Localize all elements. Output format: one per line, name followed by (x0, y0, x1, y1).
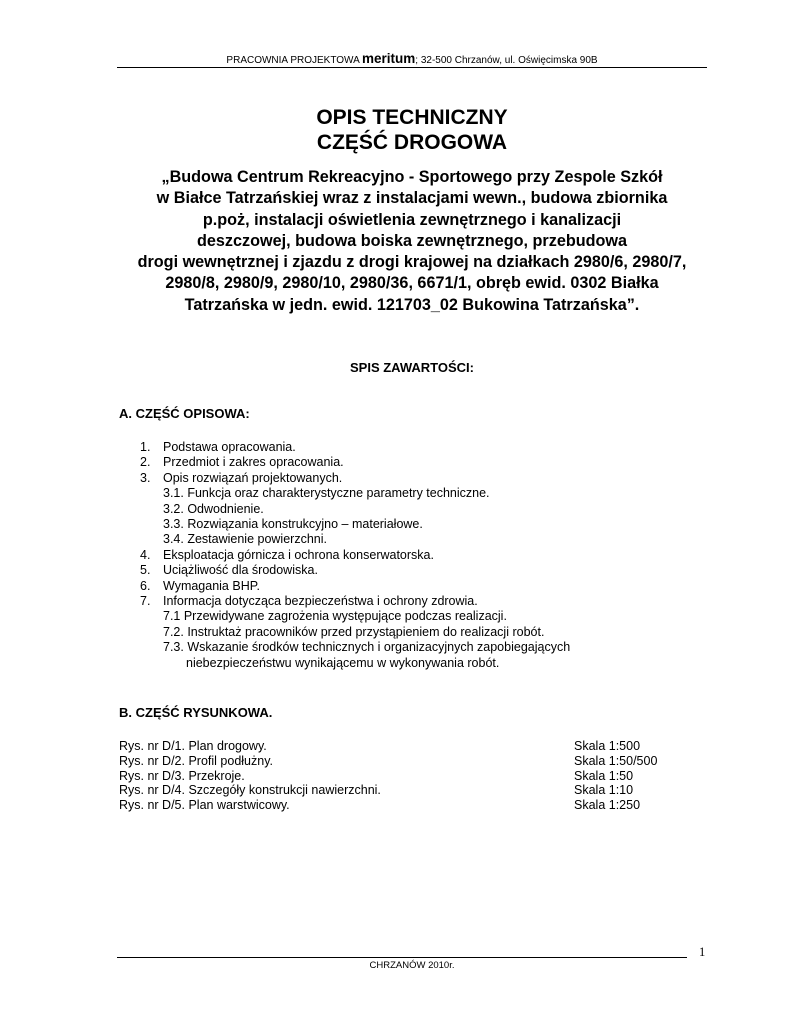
list-item (140, 440, 570, 455)
document-title (117, 105, 707, 155)
toc-title: SPIS ZAWARTOŚCI: (350, 360, 474, 375)
list-subitem: 7.2. Instruktaż pracowników przed przystąpieniem do realizacji robót. (163, 624, 545, 639)
drawings-list (119, 739, 658, 813)
list-item-text: Podstawa opracowania. (163, 440, 296, 454)
list-subitem: 7.1 Przewidywane zagrożenia występujące podczas realizacji. (163, 609, 507, 624)
list-item-text: Wymagania BHP. (163, 578, 260, 593)
list-item-number: 1. (140, 440, 151, 454)
list-item (140, 548, 570, 563)
drawing-label: Rys. nr D/1. Plan drogowy. (119, 739, 267, 753)
list-item (140, 579, 570, 594)
project-description (117, 167, 707, 316)
drawing-scale: Skala 1:10 (574, 783, 634, 798)
list-subitem: 3.4. Zestawienie powierzchni. (163, 532, 327, 547)
header-brand: meritum (362, 51, 416, 66)
drawing-row (119, 753, 658, 769)
drawing-row (119, 739, 641, 754)
footer-divider (117, 957, 687, 958)
list-item-number: 5. (140, 563, 151, 578)
header-prefix: PRACOWNIA PROJEKTOWA (226, 55, 362, 66)
drawing-label: Rys. nr D/4. Szczegóły konstrukcji nawierzchni. (119, 783, 381, 798)
header-divider (117, 67, 707, 68)
header-address: ; 32-500 Chrzanów, ul. Oświęcimska 90B (415, 55, 598, 66)
drawing-row (119, 768, 634, 784)
project-line: deszczowej, budowa boiska zewnętrznego, przebudowa (197, 231, 627, 250)
list-item-number: 3. (140, 470, 151, 485)
project-line: 2980/8, 2980/9, 2980/10, 2980/36, 6671/1, obręb ewid. 0302 Białka (165, 274, 659, 293)
project-line: w Białce Tatrzańskiej wraz z instalacjami wewn., budowa zbiornika (156, 189, 668, 208)
list-subitem: 3.2. Odwodnienie. (163, 501, 264, 516)
list-item-text: Informacja dotycząca bezpieczeństwa i ochrony zdrowia. (163, 594, 478, 609)
list-item-text: Eksploatacja górnicza i ochrona konserwatorska. (163, 547, 434, 562)
list-item-text: Uciążliwość dla środowiska. (163, 563, 318, 578)
section-b-heading: B. CZĘŚĆ RYSUNKOWA. (119, 705, 273, 720)
list-item-text: Przedmiot i zakres opracowania. (163, 455, 344, 470)
title-line-1: OPIS TECHNICZNY (316, 106, 508, 129)
section-a-list (140, 440, 570, 671)
list-item-number: 2. (140, 455, 151, 470)
list-item (140, 563, 570, 578)
drawing-row (119, 783, 634, 798)
page-footer: CHRZANÓW 2010r. (369, 960, 455, 971)
drawing-scale: Skala 1:250 (574, 798, 641, 813)
list-item (140, 594, 570, 609)
section-a-heading: A. CZĘŚĆ OPISOWA: (119, 406, 250, 421)
list-subitem: 7.3. Wskazanie środków technicznych i organizacyjnych zapobiegających (163, 640, 571, 655)
drawing-label: Rys. nr D/5. Plan warstwicowy. (119, 798, 290, 813)
project-line: drogi wewnętrznej i zjazdu z drogi krajowej na działkach 2980/6, 2980/7, (137, 253, 687, 272)
drawing-scale: Skala 1:50 (574, 768, 634, 783)
page-number: 1 (699, 945, 706, 959)
title-line-2: CZĘŚĆ DROGOWA (316, 131, 508, 154)
drawing-scale: Skala 1:50/500 (574, 753, 658, 768)
page-header (117, 52, 707, 68)
list-subitem: 3.3. Rozwiązania konstrukcyjno – materiałowe. (163, 517, 423, 532)
drawing-row (119, 798, 641, 813)
list-subitem-continuation: niebezpieczeństwu wynikającemu w wykonywania robót. (186, 655, 500, 670)
list-item-number: 7. (140, 594, 151, 609)
drawing-label: Rys. nr D/2. Profil podłużny. (119, 753, 273, 768)
drawing-label: Rys. nr D/3. Przekroje. (119, 768, 245, 783)
list-item-number: 4. (140, 547, 151, 562)
project-line: „Budowa Centrum Rekreacyjno - Sportowego przy Zespole Szkół (161, 168, 663, 186)
list-item-text: Opis rozwiązań projektowanych. (163, 470, 343, 485)
project-line: p.poż, instalacji oświetlenia zewnętrznego i kanalizacji (202, 210, 622, 229)
list-item (140, 471, 570, 486)
list-item (140, 455, 570, 470)
project-line: Tatrzańska w jedn. ewid. 121703_02 Bukowina Tatrzańska”. (184, 295, 640, 314)
list-item-number: 6. (140, 578, 151, 593)
list-subitem: 3.1. Funkcja oraz charakterystyczne parametry techniczne. (163, 486, 490, 501)
drawing-scale: Skala 1:500 (574, 739, 641, 753)
